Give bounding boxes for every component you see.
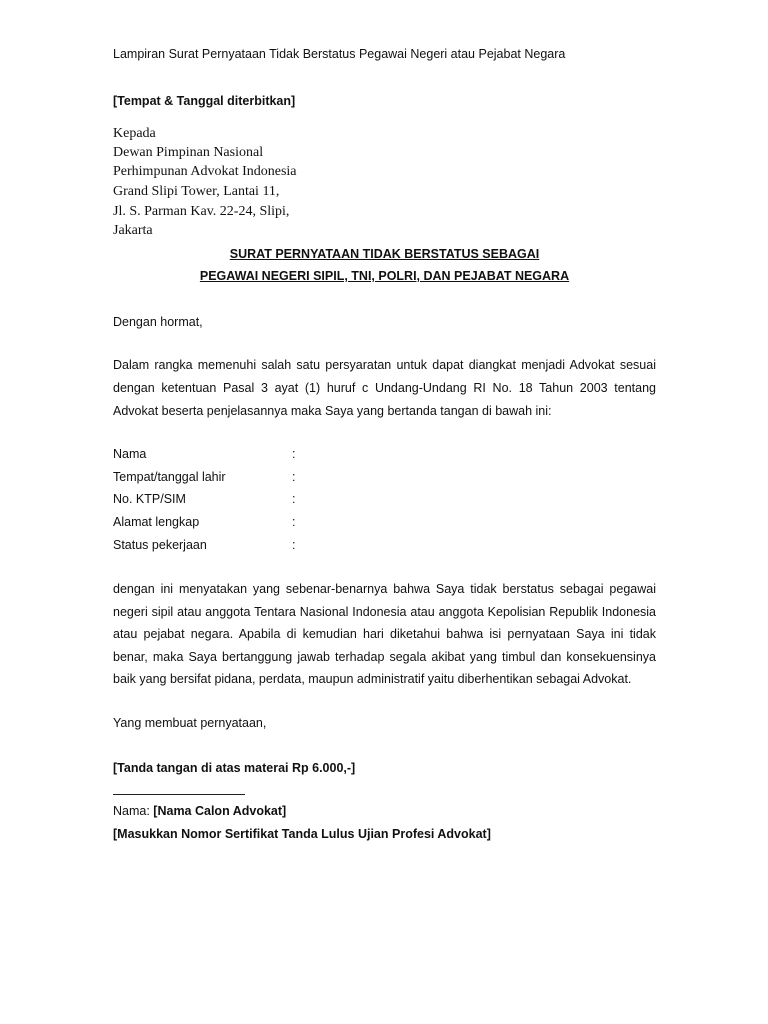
signatory-name — [113, 803, 286, 819]
place-date-placeholder: [Tempat & Tanggal diterbitkan] — [113, 94, 296, 108]
field-colon: : — [292, 492, 296, 506]
field-colon: : — [292, 470, 296, 484]
paragraph-line: dengan ini menyatakan yang sebenar-benarnya bahwa Saya tidak berstatus sebagai pegawai — [113, 582, 656, 596]
document-title-line-1: SURAT PERNYATAAN TIDAK BERSTATUS SEBAGAI — [229, 247, 540, 261]
recipient-line: Jl. S. Parman Kav. 22-24, Slipi, — [113, 204, 290, 219]
paragraph-line: negeri sipil atau anggota Tentara Nasional Indonesia atau anggota Kepolisian Republik Indonesia — [113, 605, 656, 619]
paragraph-line: Dalam rangka memenuhi salah satu persyaratan untuk dapat diangkat menjadi Advokat sesuai — [113, 358, 656, 372]
document-title-line-2: PEGAWAI NEGERI SIPIL, TNI, POLRI, DAN PEJABAT NEGARA — [199, 269, 570, 283]
recipient-line: Perhimpunan Advokat Indonesia — [113, 164, 297, 179]
recipient-line: Jakarta — [113, 223, 153, 238]
paragraph-line: benar, maka Saya bertanggung jawab terhadap segala akibat yang timbul dan konsekuensinya — [113, 650, 656, 664]
field-label-status-pekerjaan: Status pekerjaan — [113, 538, 207, 552]
recipient-line: Grand Slipi Tower, Lantai 11, — [113, 184, 280, 199]
certificate-placeholder: [Masukkan Nomor Sertifikat Tanda Lulus Ujian Profesi Advokat] — [113, 827, 491, 841]
recipient-line: Dewan Pimpinan Nasional — [113, 145, 264, 160]
paragraph-line: dengan ketentuan Pasal 3 ayat (1) huruf c Undang-Undang RI No. 18 Tahun 2003 tentang — [113, 381, 656, 395]
name-label: Nama: — [113, 804, 154, 818]
field-label-ktp-sim: No. KTP/SIM — [113, 492, 186, 506]
signature-line — [113, 794, 245, 795]
attachment-title: Lampiran Surat Pernyataan Tidak Berstatus Pegawai Negeri atau Pejabat Negara — [113, 47, 566, 61]
closing: Yang membuat pernyataan, — [113, 716, 267, 730]
paragraph-line: Advokat beserta penjelasannya maka Saya yang bertanda tangan di bawah ini: — [113, 404, 552, 418]
recipient-line: Kepada — [113, 126, 156, 141]
name-placeholder: [Nama Calon Advokat] — [153, 804, 287, 818]
field-colon: : — [292, 447, 296, 461]
greeting: Dengan hormat, — [113, 315, 203, 329]
field-label-alamat: Alamat lengkap — [113, 515, 200, 529]
field-label-nama: Nama — [113, 447, 147, 461]
field-label-tempat-tanggal-lahir: Tempat/tanggal lahir — [113, 470, 226, 484]
signature-instruction: [Tanda tangan di atas materai Rp 6.000,-] — [113, 761, 356, 775]
field-colon: : — [292, 515, 296, 529]
paragraph-line: baik yang bersifat pidana, perdata, maupun administratif yaitu diberhentikan sebagai Advokat. — [113, 672, 632, 686]
field-colon: : — [292, 538, 296, 552]
paragraph-line: atau pejabat negara. Apabila di kemudian hari diketahui bahwa isi pernyataan Saya ini tidak — [113, 627, 656, 641]
